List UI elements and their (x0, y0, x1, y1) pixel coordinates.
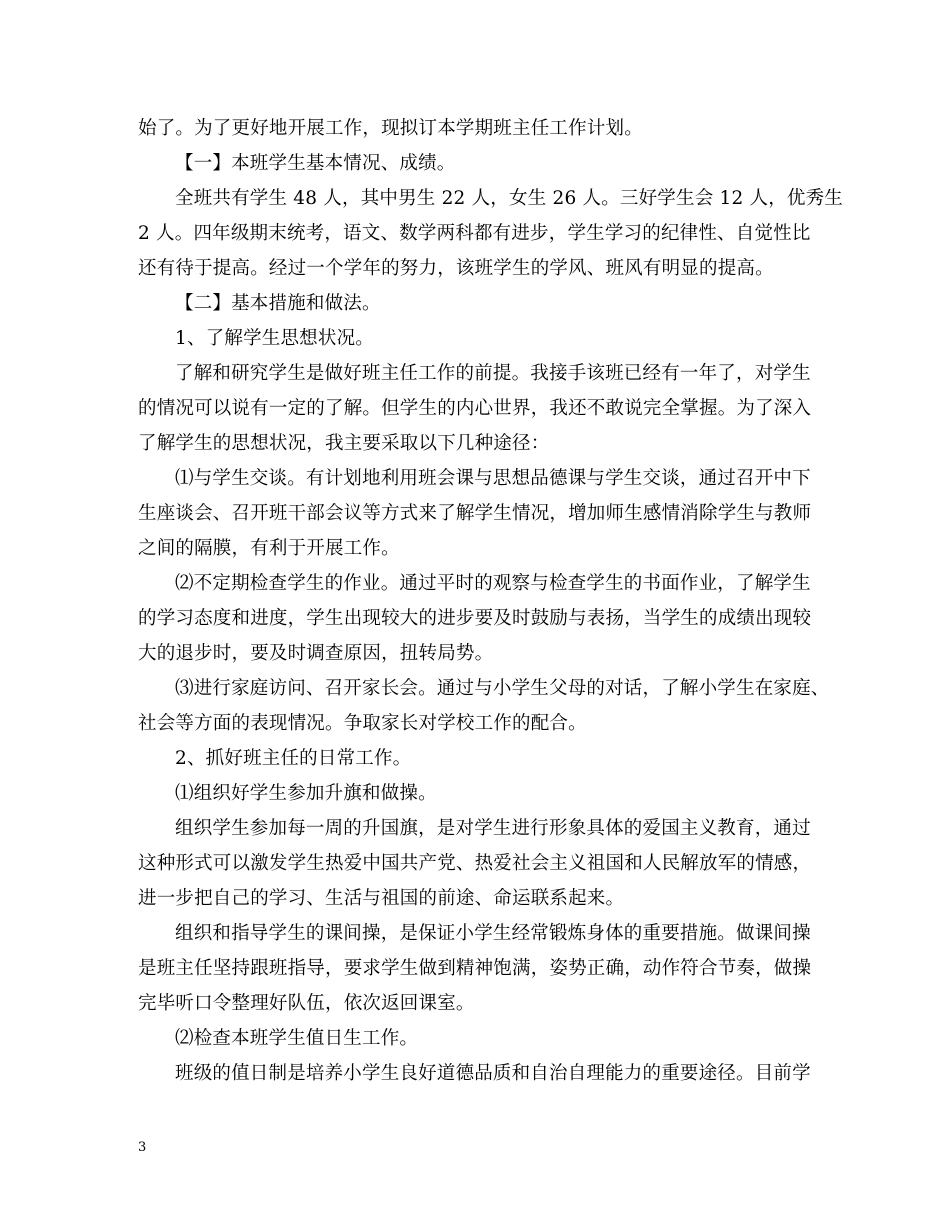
text-line: 这种形式可以激发学生热爱中国共产党、热爱社会主义祖国和人民解放军的情感， (138, 853, 812, 874)
text-line: 之间的隔膜，有利于开展工作。 (138, 538, 400, 559)
text-line: ⑶进行家庭访问、召开家长会。通过与小学生父母的对话，了解小学生在家庭、 (175, 678, 830, 699)
text-line: ⑴与学生交谈。有计划地利用班会课与思想品德课与学生交谈，通过召开中下 (175, 468, 811, 489)
text-line: 生座谈会、召开班干部会议等方式来了解学生情况，增加师生感情消除学生与教师 (138, 503, 812, 524)
text-line: ⑴组织好学生参加升旗和做操。 (175, 783, 437, 804)
text-line: 2 人。四年级期末统考，语文、数学两科都有进步，学生学习的纪律性、自觉性比 (138, 223, 811, 244)
text-line: ⑵检查本班学生值日生工作。 (175, 1028, 419, 1049)
text-line: 始了。为了更好地开展工作，现拟订本学期班主任工作计划。 (138, 118, 643, 139)
subsection-heading: 1、了解学生思想状况。 (175, 328, 374, 349)
text-line: 组织学生参加每一周的升国旗，是对学生进行形象具体的爱国主义教育，通过 (175, 818, 811, 839)
text-line: 大的退步时，要及时调查原因，扭转局势。 (138, 643, 494, 664)
page-number: 3 (138, 1140, 147, 1155)
text-line: 组织和指导学生的课间操，是保证小学生经常锻炼身体的重要措施。做课间操 (175, 923, 811, 944)
text-line: 全班共有学生 48 人，其中男生 22 人，女生 26 人。三好学生会 12 人，优秀生 (175, 188, 844, 209)
section-heading: 【一】本班学生基本情况、成绩。 (175, 153, 456, 174)
text-line: 是班主任坚持跟班指导，要求学生做到精神饱满，姿势正确，动作符合节奏，做操 (138, 958, 812, 979)
text-line: 进一步把自己的学习、生活与祖国的前途、命运联系起来。 (138, 888, 625, 909)
text-line: 完毕听口令整理好队伍，依次返回课室。 (138, 993, 475, 1014)
section-heading: 【二】基本措施和做法。 (175, 293, 381, 314)
text-line: 的学习态度和进度，学生出现较大的进步要及时鼓励与表扬，当学生的成绩出现较 (138, 608, 812, 629)
text-line: 了解学生的思想状况，我主要采取以下几种途径： (138, 433, 550, 454)
text-line: ⑵不定期检查学生的作业。通过平时的观察与检查学生的书面作业，了解学生 (175, 573, 811, 594)
text-line: 还有待于提高。经过一个学年的努力，该班学生的学风、班风有明显的提高。 (138, 258, 774, 279)
text-line: 班级的值日制是培养小学生良好道德品质和自治自理能力的重要途径。目前学 (175, 1063, 811, 1084)
subsection-heading: 2、抓好班主任的日常工作。 (175, 748, 412, 769)
text-line: 社会等方面的表现情况。争取家长对学校工作的配合。 (138, 713, 587, 734)
text-line: 了解和研究学生是做好班主任工作的前提。我接手该班已经有一年了，对学生 (175, 363, 811, 384)
text-line: 的情况可以说有一定的了解。但学生的内心世界，我还不敢说完全掌握。为了深入 (138, 398, 812, 419)
